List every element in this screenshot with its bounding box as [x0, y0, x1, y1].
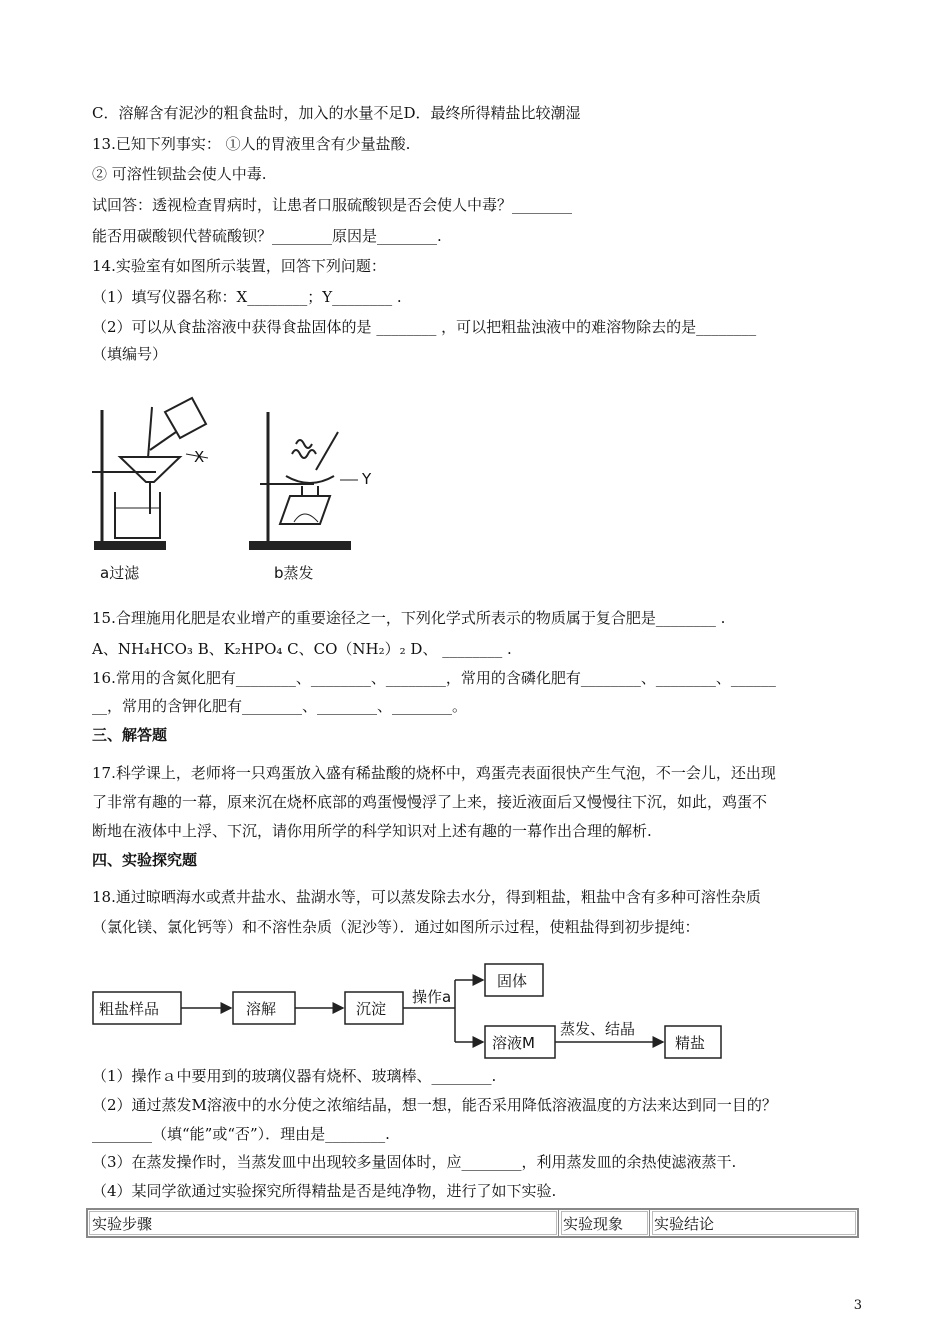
q13-question-2: 能否用碳酸钡代替硫酸钡？________原因是________.	[92, 227, 442, 245]
section-4-heading: 四、实验探究题	[92, 851, 198, 869]
flow-node-crude-salt: 粗盐样品	[99, 1000, 160, 1018]
q18-line-1: 18.通过晾晒海水或煮井盐水、盐湖水等，可以蒸发除去水分，得到粗盐，粗盐中含有多种可溶性杂质	[92, 888, 761, 906]
flow-node-solid: 固体	[497, 972, 528, 990]
q16-line-1: 16.常用的含氮化肥有________、________、________，常用的含磷化肥有________、________、______	[92, 669, 776, 687]
apparatus-figure	[90, 392, 410, 592]
flow-label-operation-a: 操作a	[412, 988, 452, 1006]
header-steps: 实验步骤	[87, 1209, 559, 1237]
q18-line-2: （氯化镁、氯化钙等）和不溶性杂质（泥沙等）．通过如图所示过程，使粗盐得到初步提纯：	[92, 918, 700, 936]
flow-label-evaporate: 蒸发、结晶	[560, 1020, 636, 1038]
q18-part-2: （2）通过蒸发M溶液中的水分使之浓缩结晶，想一想，能否采用降低溶液温度的方法来达到同一目的？	[92, 1096, 777, 1114]
q18-part-3: （3）在蒸发操作时，当蒸发皿中出现较多量固体时，应________，利用蒸发皿的余热使滤液蒸干.	[92, 1153, 737, 1171]
flow-node-precipitate: 沉淀	[356, 1000, 387, 1018]
q13-fact-2: ② 可溶性钡盐会使人中毒.	[92, 165, 267, 183]
q17-line-3: 断地在液体中上浮、下沉，请你用所学的科学知识对上述有趣的一幕作出合理的解析.	[92, 822, 652, 840]
caption-filtration: a过滤	[100, 564, 140, 582]
q13-question-1: 试回答：透视检查胃病时，让患者口服硫酸钡是否会使人中毒？________	[92, 196, 573, 214]
flow-node-solution-m: 溶液M	[492, 1034, 535, 1052]
q15-stem: 15.合理施用化肥是农业增产的重要途径之一，下列化学式所表示的物质属于复合肥是________ .	[92, 609, 726, 627]
header-conclusion: 实验结论	[650, 1209, 859, 1237]
q18-part-4: （4）某同学欲通过实验探究所得精盐是否是纯净物，进行了如下实验.	[92, 1182, 557, 1200]
table-header-row	[87, 1209, 858, 1237]
caption-evaporation: b蒸发	[274, 564, 314, 582]
q14-stem: 14.实验室有如图所示装置，回答下列问题：	[92, 257, 386, 275]
flow-node-refined-salt: 精盐	[675, 1034, 706, 1052]
q14-part-1: （1）填写仪器名称：X________；Y________ .	[92, 288, 402, 306]
page-number: 3	[853, 1298, 862, 1313]
q18-part-2-cont: ________（填“能”或“否”）．理由是________.	[92, 1125, 390, 1143]
label-x: X	[194, 448, 205, 466]
q15-options: A、NH₄HCO₃ B、K₂HPO₄ C、CO（NH₂）₂ D、 ________ .	[92, 640, 512, 658]
header-phenomenon: 实验现象	[559, 1209, 650, 1237]
q14-part-2-cont: （填编号）	[92, 345, 168, 363]
q17-line-1: 17.科学课上，老师将一只鸡蛋放入盛有稀盐酸的烧杯中，鸡蛋壳表面很快产生气泡，不一会儿，还出现	[92, 764, 776, 782]
section-3-heading: 三、解答题	[92, 726, 168, 744]
label-y: Y	[362, 470, 372, 488]
q12-option-cd: C．溶解含有泥沙的粗食盐时，加入的水量不足D．最终所得精盐比较潮湿	[92, 104, 581, 122]
purification-flowchart	[90, 960, 730, 1064]
q18-part-1: （1）操作ａ中要用到的玻璃仪器有烧杯、玻璃棒、________.	[92, 1067, 497, 1085]
flow-node-dissolve: 溶解	[246, 1000, 277, 1018]
q13-stem: 13.已知下列事实： ①人的胃液里含有少量盐酸.	[92, 135, 411, 153]
q14-part-2: （2）可以从食盐溶液中获得食盐固体的是 ________ ，可以把粗盐浊液中的难溶物除去的是________	[92, 318, 757, 336]
experiment-table	[86, 1208, 859, 1238]
q16-line-2: __，常用的含钾化肥有________、________、________。	[92, 697, 468, 715]
q17-line-2: 了非常有趣的一幕，原来沉在烧杯底部的鸡蛋慢慢浮了上来，接近液面后又慢慢往下沉，如此，鸡蛋不	[92, 793, 768, 811]
